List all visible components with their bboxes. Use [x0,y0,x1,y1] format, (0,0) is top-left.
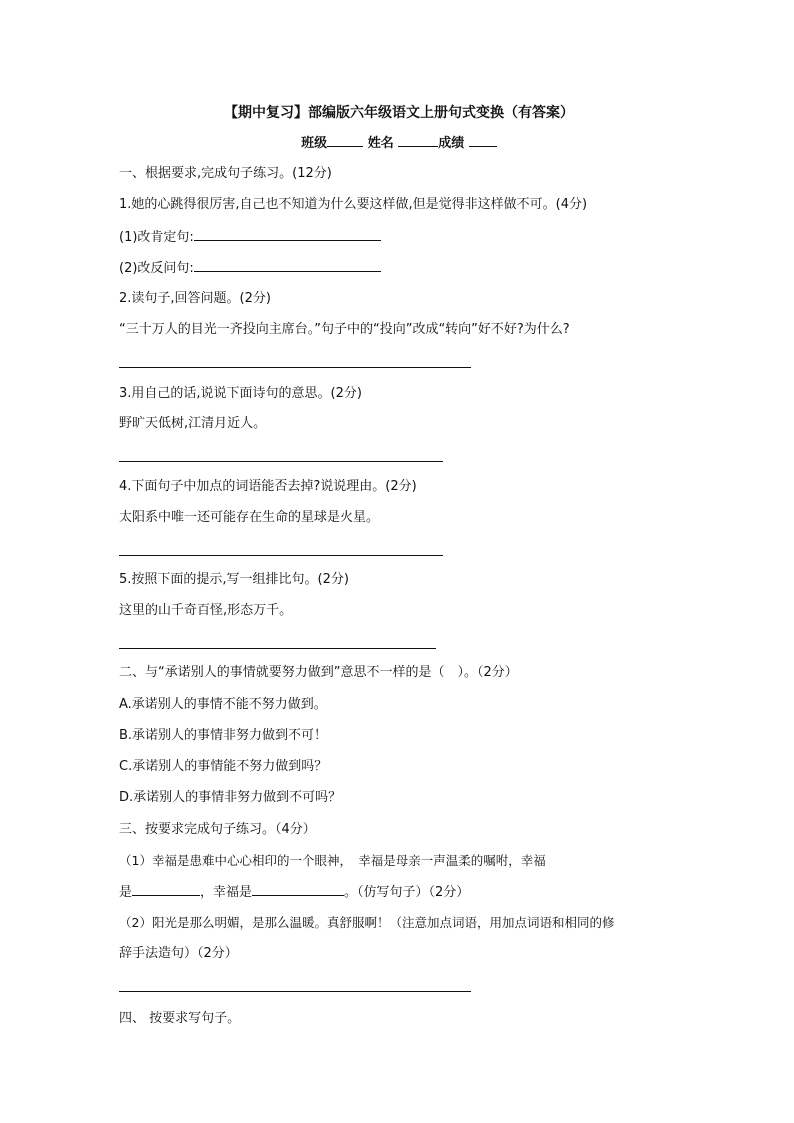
sub2-label: (2)改反问句: [119,261,194,276]
section3-q1-line1: （1）幸福是患难中心心相印的一个眼神， 幸福是母亲一声温柔的嘱咐，幸福 [119,853,546,868]
name-label: 姓名 [367,136,394,151]
question-4: 4.下面句子中加点的词语能否去掉?说说理由。(2分) [119,479,417,494]
section4-heading: 四、 按要求写句子。 [119,1011,241,1026]
question-1: 1.她的心跳得很厉害,自己也不知道为什么要这样做,但是觉得非这样做不可。(4分) [119,197,588,212]
document-title: 【期中复习】部编版六年级语文上册句式变换（有答案） [224,105,574,121]
section3-q2-line2: 辞手法造句）（2分） [119,946,238,961]
option-b[interactable]: B.承诺别人的事情非努力做到不可！ [119,728,328,743]
section3-q2-answer-line[interactable] [119,991,471,992]
imitation-blank-2[interactable] [252,883,344,896]
question-3: 3.用自己的话,说说下面诗句的意思。(2分) [119,386,362,401]
affirmative-answer-blank[interactable] [194,228,381,241]
q1-line2-part-b: ，幸福是 [200,885,253,900]
question-3-answer-line[interactable] [119,461,443,462]
question-2: 2.读句子,回答问题。(2分) [119,291,271,306]
question-5: 5.按照下面的提示,写一组排比句。(2分) [119,572,349,587]
student-info-line [119,134,679,153]
q1-line2-part-a: 是 [119,885,133,900]
section2-heading: 二、与“承诺别人的事情就要努力做到”意思不一样的是（ ）。（2分） [119,665,518,680]
q1-line2-part-c: 。（仿写句子）（2分） [344,885,470,900]
class-blank[interactable] [327,134,363,147]
name-blank[interactable] [398,134,438,147]
option-d[interactable]: D.承诺别人的事情非努力做到不可吗？ [119,790,342,805]
question-4-quote: 太阳系中唯一还可能存在生命的星球是火星。 [119,510,380,525]
section1-heading: 一、根据要求,完成句子练习。(12分) [119,166,332,181]
sub1-label: (1)改肯定句: [119,230,194,245]
option-a[interactable]: A.承诺别人的事情不能不努力做到。 [119,697,327,712]
question-2-quote: “三十万人的目光一齐投向主席台。”句子中的“投向”改成“转向”好不好?为什么? [119,322,570,337]
question-3-quote: 野旷天低树,江清月近人。 [119,416,267,431]
section3-heading: 三、按要求完成句子练习。（4分） [119,822,316,837]
class-label: 班级 [301,136,328,151]
section3-q2-line1: （2）阳光是那么明媚，是那么温暖。真舒服啊！（注意加点词语，用加点词语和相同的修 [119,915,615,930]
question-5-answer-line[interactable] [119,648,436,649]
question-1-sub1 [119,228,381,247]
option-c[interactable]: C.承诺别人的事情能不努力做到吗？ [119,759,328,774]
score-blank[interactable] [469,134,497,147]
question-5-quote: 这里的山千奇百怪,形态万千。 [119,603,293,618]
question-2-answer-line[interactable] [119,367,471,368]
section3-q1-line2 [119,883,469,902]
rhetorical-answer-blank[interactable] [194,259,381,272]
question-1-sub2 [119,259,381,278]
question-4-answer-line[interactable] [119,555,443,556]
score-label: 成绩 [438,136,465,151]
imitation-blank-1[interactable] [132,883,200,896]
